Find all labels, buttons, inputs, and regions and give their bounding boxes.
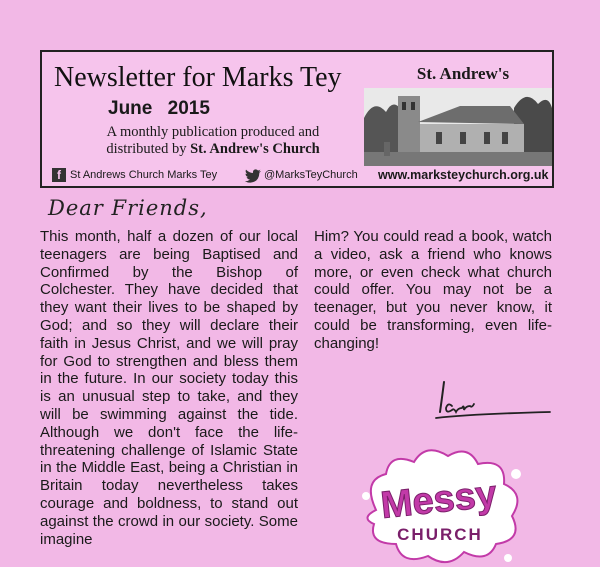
subtitle-prefix: distributed by xyxy=(106,141,191,157)
letter-left-column: This month, half a dozen of our local teenagers are being Baptised and Confirmed by the Bishop of Colchester. They have decided that they want their lives to be shaped by God; and so they will declare their faith in Jesus Christ, and we will pray for God to strengthen and bless them in the future. In our society today this is an unusual step to take, and they will be swimming against the tide. Although we don't face the life-threatening challenge of Islamic State in the Middle East, being a Christian in Britain today nevertheless takes courage and boldness, to stand out against the crowd in our society. Some imagine xyxy=(40,228,298,548)
church-credit: St. Andrew's Church xyxy=(190,141,320,157)
issue-date: June 2015 xyxy=(108,98,210,119)
social-links xyxy=(50,166,550,186)
logo-church-text: CHURCH xyxy=(397,525,483,544)
masthead xyxy=(40,50,554,188)
subtitle-line-1: A monthly publication produced and xyxy=(106,124,320,140)
newsletter-title: Newsletter for Marks Tey xyxy=(54,62,342,93)
facebook-link[interactable]: St Andrews Church Marks Tey xyxy=(70,169,218,181)
website-link[interactable]: www.marksteychurch.org.uk xyxy=(378,168,549,182)
letter-right-column: Him? You could read a book, watch a video, ask a friend who knows more, or even check what church could offer. You may not be a teenager, but you never know, it could be transforming, even life-changing! xyxy=(314,228,552,352)
twitter-bird-icon xyxy=(244,168,262,184)
messy-church-logo xyxy=(356,440,526,567)
subtitle-line-2 xyxy=(68,141,358,158)
church-photo xyxy=(364,88,552,166)
letter-greeting: Dear Friends, xyxy=(48,196,208,220)
facebook-icon: f xyxy=(52,168,66,182)
twitter-handle[interactable]: @MarksTeyChurch xyxy=(264,169,358,181)
church-name-label: St. Andrew's xyxy=(416,64,510,83)
logo-messy-text: Messy xyxy=(378,473,499,528)
handwritten-signature xyxy=(430,378,560,424)
